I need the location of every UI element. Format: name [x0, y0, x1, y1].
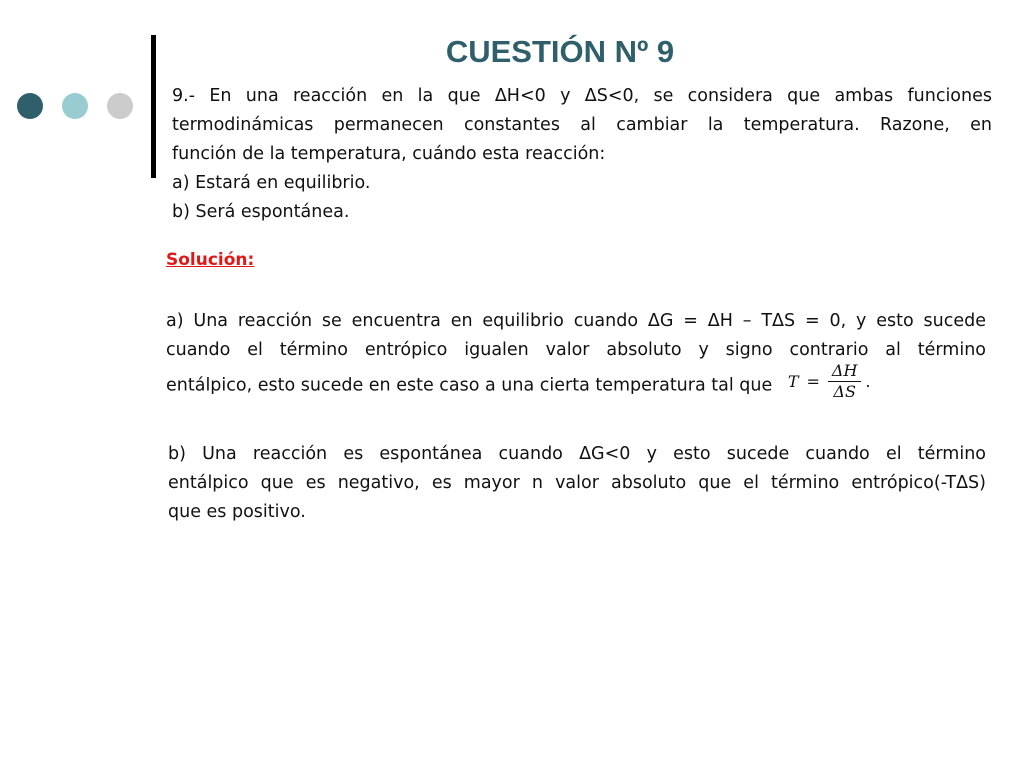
answer-b-line: b) Una reacción es espontánea cuando ΔG<0 y esto sucede cuando el término — [168, 444, 986, 464]
slide-title: CUESTIÓN Nº 9 — [445, 34, 675, 69]
answer-b-text — [168, 440, 986, 527]
solution-heading: Solución: — [166, 250, 255, 270]
answer-a-text — [166, 307, 986, 406]
decorative-dots — [17, 93, 133, 119]
question-option-a: a) Estará en equilibrio. — [172, 173, 371, 193]
question-line: función de la temperatura, cuándo esta reacción: — [172, 144, 606, 164]
question-line: termodinámicas permanecen constantes al cambiar la temperatura. Razone, en — [172, 115, 992, 135]
answer-a-line: a) Una reacción se encuentra en equilibrio cuando ΔG = ΔH – TΔS = 0, y esto sucede — [166, 311, 986, 331]
answer-a-line: cuando el término entrópico igualen valor absoluto y signo contrario al término — [166, 340, 986, 360]
question-line: 9.- En una reacción en la que ΔH<0 y ΔS<0, se considera que ambas funciones — [172, 86, 992, 106]
formula-equals: = — [806, 372, 820, 391]
question-option-b: b) Será espontánea. — [172, 202, 350, 222]
dot-gray — [107, 93, 133, 119]
answer-b-line: que es positivo. — [168, 502, 306, 522]
formula-numerator: ΔH — [828, 361, 862, 382]
vertical-divider — [151, 35, 156, 178]
temperature-formula — [788, 361, 871, 402]
formula-lhs: T — [787, 372, 799, 391]
formula-period: . — [865, 372, 871, 391]
dot-light-teal — [62, 93, 88, 119]
dot-dark-teal — [17, 93, 43, 119]
answer-b-line: entálpico que es negativo, es mayor n valor absoluto que el término entrópico(-TΔS) — [168, 473, 986, 493]
answer-a-line: entálpico, esto sucede en este caso a una cierta temperatura tal que — [166, 375, 773, 396]
formula-fraction — [828, 361, 862, 402]
question-text — [172, 82, 992, 227]
answer-a-line-with-formula — [166, 361, 986, 406]
formula-denominator: ΔS — [833, 382, 856, 401]
